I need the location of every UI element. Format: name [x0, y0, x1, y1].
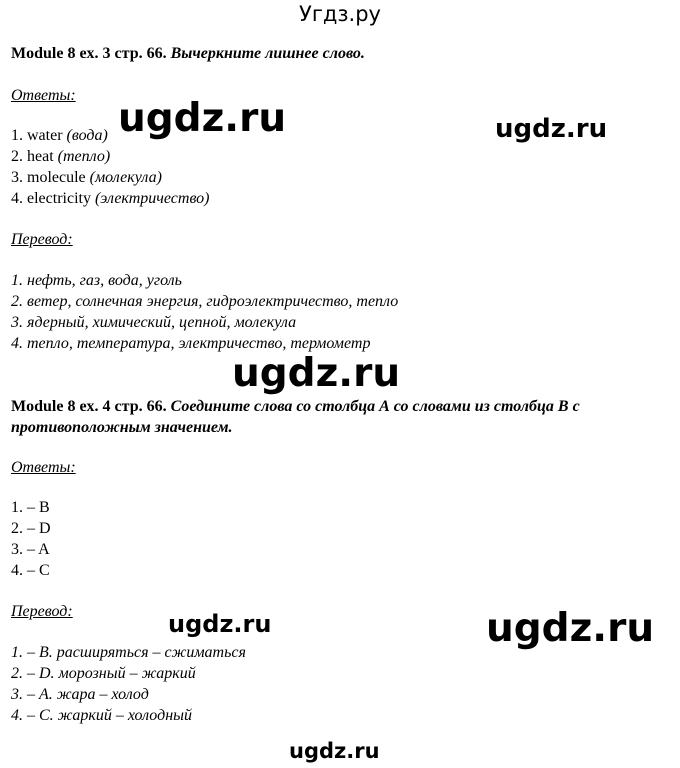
answer-word: electricity	[27, 190, 91, 207]
ex3-heading-task: Вычеркните лишнее слово.	[170, 45, 365, 62]
answer-word: water	[27, 127, 63, 144]
ex3-answer-1	[11, 126, 108, 146]
ex4-answers-label: Ответы:	[11, 459, 76, 476]
ex3-translation-1: 1. нефть, газ, вода, уголь	[11, 272, 182, 289]
ex4-heading-line1	[11, 397, 580, 417]
ex4-answer-2: 2. – D	[11, 520, 51, 537]
ex4-translation-label: Перевод:	[11, 603, 73, 620]
ex3-translation-3: 3. ядерный, химический, цепной, молекула	[11, 314, 297, 331]
ex3-answer-2	[11, 147, 110, 167]
watermark: ugdz.ru	[495, 114, 608, 144]
answer-translation: (молекула)	[89, 169, 162, 186]
ex3-translation-label: Перевод:	[11, 231, 73, 248]
answer-translation: (вода)	[66, 127, 108, 144]
ex3-translation-2: 2. ветер, солнечная энергия, гидроэлектричество, тепло	[11, 293, 399, 310]
answer-translation: (электричество)	[94, 190, 210, 207]
watermark: ugdz.ru	[232, 351, 401, 396]
watermark: ugdz.ru	[289, 739, 380, 763]
watermark: ugdz.ru	[118, 96, 287, 141]
answer-num: 4.	[11, 190, 27, 207]
ex3-answer-3	[11, 168, 162, 188]
ex4-translation-3: 3. – А. жара – холод	[11, 686, 149, 703]
answer-num: 1.	[11, 127, 27, 144]
watermark: ugdz.ru	[486, 606, 655, 651]
watermark: ugdz.ru	[168, 610, 272, 638]
ex3-answer-4	[11, 189, 210, 209]
answer-num: 3.	[11, 169, 27, 186]
answer-word: molecule	[27, 169, 86, 186]
ex3-translation-4: 4. тепло, температура, электричество, термометр	[11, 335, 371, 352]
answer-num: 2.	[11, 148, 27, 165]
ex4-translation-1: 1. – B. расширяться – сжиматься	[11, 644, 246, 661]
ex3-heading	[11, 44, 365, 64]
ex3-heading-ref: Module 8 ex. 3 стр. 66.	[11, 45, 167, 62]
ex4-answer-4: 4. – C	[11, 562, 50, 579]
ex4-translation-4: 4. – С. жаркий – холодный	[11, 707, 192, 724]
ex4-heading-line2: противоположным значением.	[11, 419, 233, 436]
ex4-heading-task: Соедините слова со столбца А со словами из столбца В с	[170, 398, 580, 415]
ex4-translation-2: 2. – D. морозный – жаркий	[11, 665, 196, 682]
ex3-answers-label: Ответы:	[11, 87, 76, 104]
answer-word: heat	[27, 148, 54, 165]
site-title: Угдз.ру	[299, 2, 381, 26]
ex4-answer-1: 1. – B	[11, 499, 50, 516]
ex4-heading-ref: Module 8 ex. 4 стр. 66.	[11, 398, 167, 415]
ex4-answer-3: 3. – A	[11, 541, 50, 558]
answer-translation: (тепло)	[57, 148, 111, 165]
